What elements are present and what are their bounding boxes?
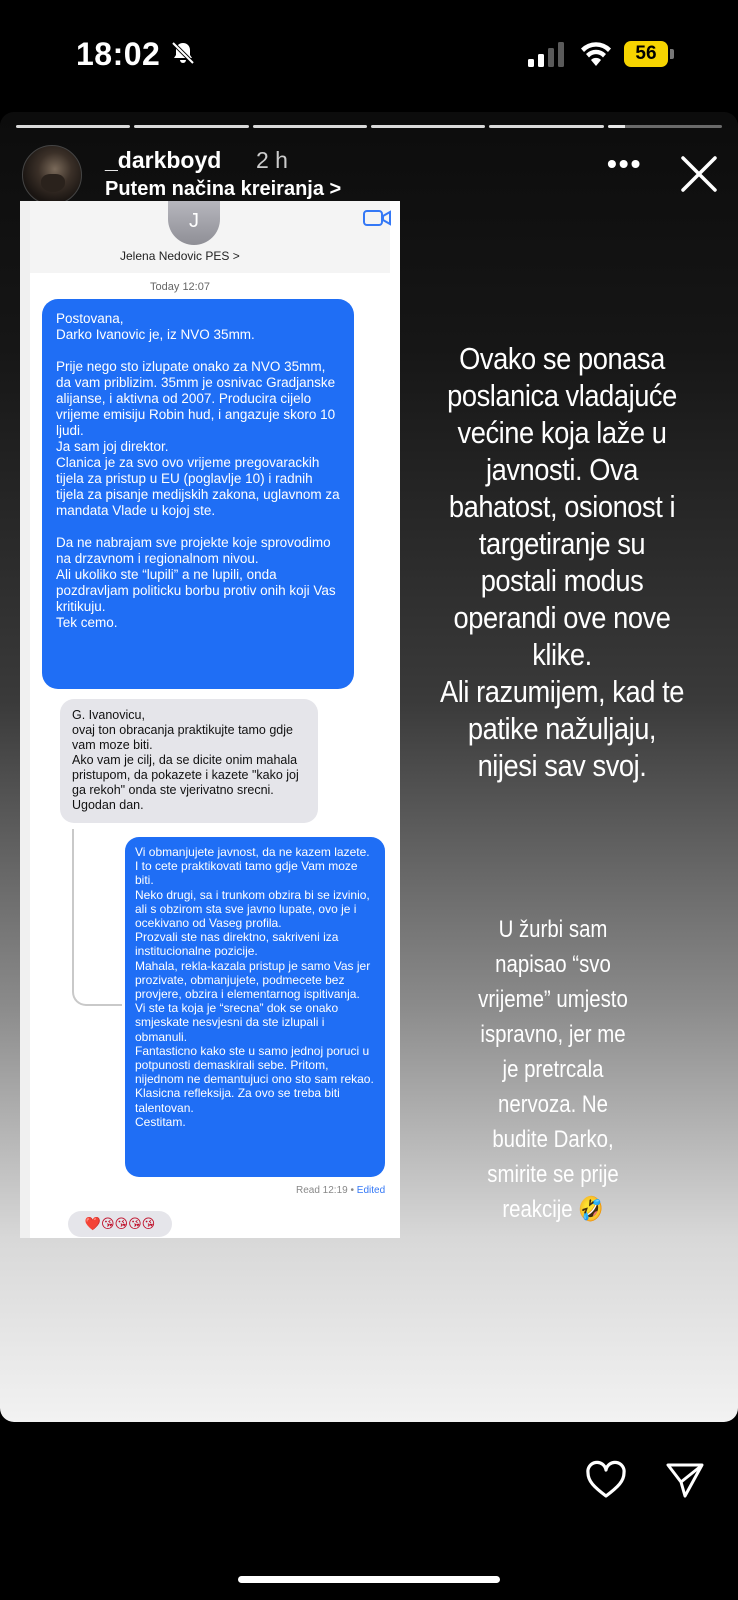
reply-thread-line	[72, 829, 122, 1006]
avatar[interactable]	[22, 145, 82, 205]
battery-level: 56	[624, 41, 668, 67]
wifi-icon	[580, 40, 612, 68]
story-progress	[16, 125, 722, 128]
message-bubble-sent: Postovana, Darko Ivanovic je, iz NVO 35mm. Prije nego sto izlupate onako za NVO 35mm, da vam priblizim. 35mm je osnivac Gradjanske alijanse, i aktivna od 2007. Producira cijelo vrijeme emisiju Robin hud, i angazuje skoro 10 ljudi. Ja sam joj direktor. Clanica je za svo ovo vrijeme pregovarackih tijela za pristup u EU (poglavlje 10) i radnih tijela za pisanje medijskih zakona, uglavnom za mandata Vlade u kojoj ste. Da ne nabrajam sve projekte koje sprovodimo na drzavnom i regionalnom nivou. Ali ukoliko ste “lupili” a ne lupili, onda pozdravljam politicku borbu protiv onih koji Vas kritikuju. Tek cemo.	[42, 299, 354, 689]
story-caption: Ovako se ponasa poslanica vladajuće većine koja laže u javnosti. Ova bahatost, osionost i targetiranje su postali modus operandi ove nove klike. Ali razumijem, kad te patike nažuljaju, nijesi sav svoj.	[440, 341, 684, 783]
story-card[interactable]	[0, 112, 738, 1422]
screenshot-edge	[20, 201, 30, 1238]
message-screenshot	[20, 201, 400, 1238]
status-bar	[0, 0, 738, 110]
more-options-icon[interactable]: •••	[607, 148, 643, 179]
close-icon[interactable]	[679, 154, 719, 194]
bell-muted-icon	[170, 40, 196, 66]
contact-name: Jelena Nedovic PES >	[120, 249, 240, 263]
story-username[interactable]: _darkboyd	[105, 147, 222, 173]
cellular-signal-icon	[528, 42, 568, 68]
battery-nub	[670, 49, 674, 59]
message-bubble-received: G. Ivanovicu, ovaj ton obracanja praktikujte tamo gdje vam moze biti. Ako vam je cilj, da se dicite onim mahala pristupom, da pokazete i kazete "kako joj ga rekoh" onda ste vjerivatno srecni. Ugodan dan.	[60, 699, 318, 823]
progress-segment	[253, 125, 367, 128]
progress-segment	[134, 125, 248, 128]
emoji-reaction: ❤️😘😘😘😘	[68, 1211, 172, 1237]
progress-segment-current	[608, 125, 722, 128]
status-time: 18:02	[76, 36, 161, 72]
read-time: Read 12:19 •	[296, 1185, 357, 1196]
edited-label: Edited	[356, 1185, 386, 1196]
home-indicator[interactable]	[238, 1576, 500, 1583]
like-heart-icon[interactable]	[584, 1460, 628, 1500]
send-icon[interactable]	[665, 1460, 705, 1500]
contact-avatar: J	[168, 201, 220, 245]
message-bubble-sent-reply: Vi obmanjujete javnost, da ne kazem lazete. I to cete praktikovati tamo gdje Vam moze biti. Neko drugi, sa i trunkom obzira bi se izvinio, ali s obzirom sta sve javno lupate, ovo je i ocekivano od Vaseg profila. Prozvali ste nas direktno, sakriveni iza institucionalne pozicije. Mahala, rekla-kazala pristup je samo Vas jer prozivate, obmanjujete, podmecete bez provjere, obzira i elementarnog ispitivanja. Vi ste ta koja je “srecna” dok se onako smjeskate nesvjesni da ste izlupali i obmanuli. Fantasticno kako ste u samo jednoj poruci u potpunosti demaskirali sebe. Pritom, nijednom ne demantujuci ono sto sam rekao. Klasicna refleksija. Za ovo se treba biti talentovan. Cestitam.	[125, 837, 385, 1177]
creation-method-link[interactable]: Putem načina kreiranja >	[105, 178, 342, 200]
chat-date: Today 12:07	[150, 281, 210, 293]
read-receipt	[296, 1185, 385, 1196]
story-age: 2 h	[256, 147, 288, 173]
story-note: U žurbi sam napisao “svo vrijeme” umjesto ispravno, jer me je pretrcala nervoza. Ne budite Darko, smirite se prije reakcije 🤣	[478, 916, 628, 1223]
progress-segment	[371, 125, 485, 128]
video-call-icon	[363, 209, 391, 227]
story-footer	[0, 1422, 738, 1600]
progress-segment	[489, 125, 603, 128]
battery-indicator	[624, 41, 674, 67]
progress-segment	[16, 125, 130, 128]
chat-header	[30, 201, 390, 273]
